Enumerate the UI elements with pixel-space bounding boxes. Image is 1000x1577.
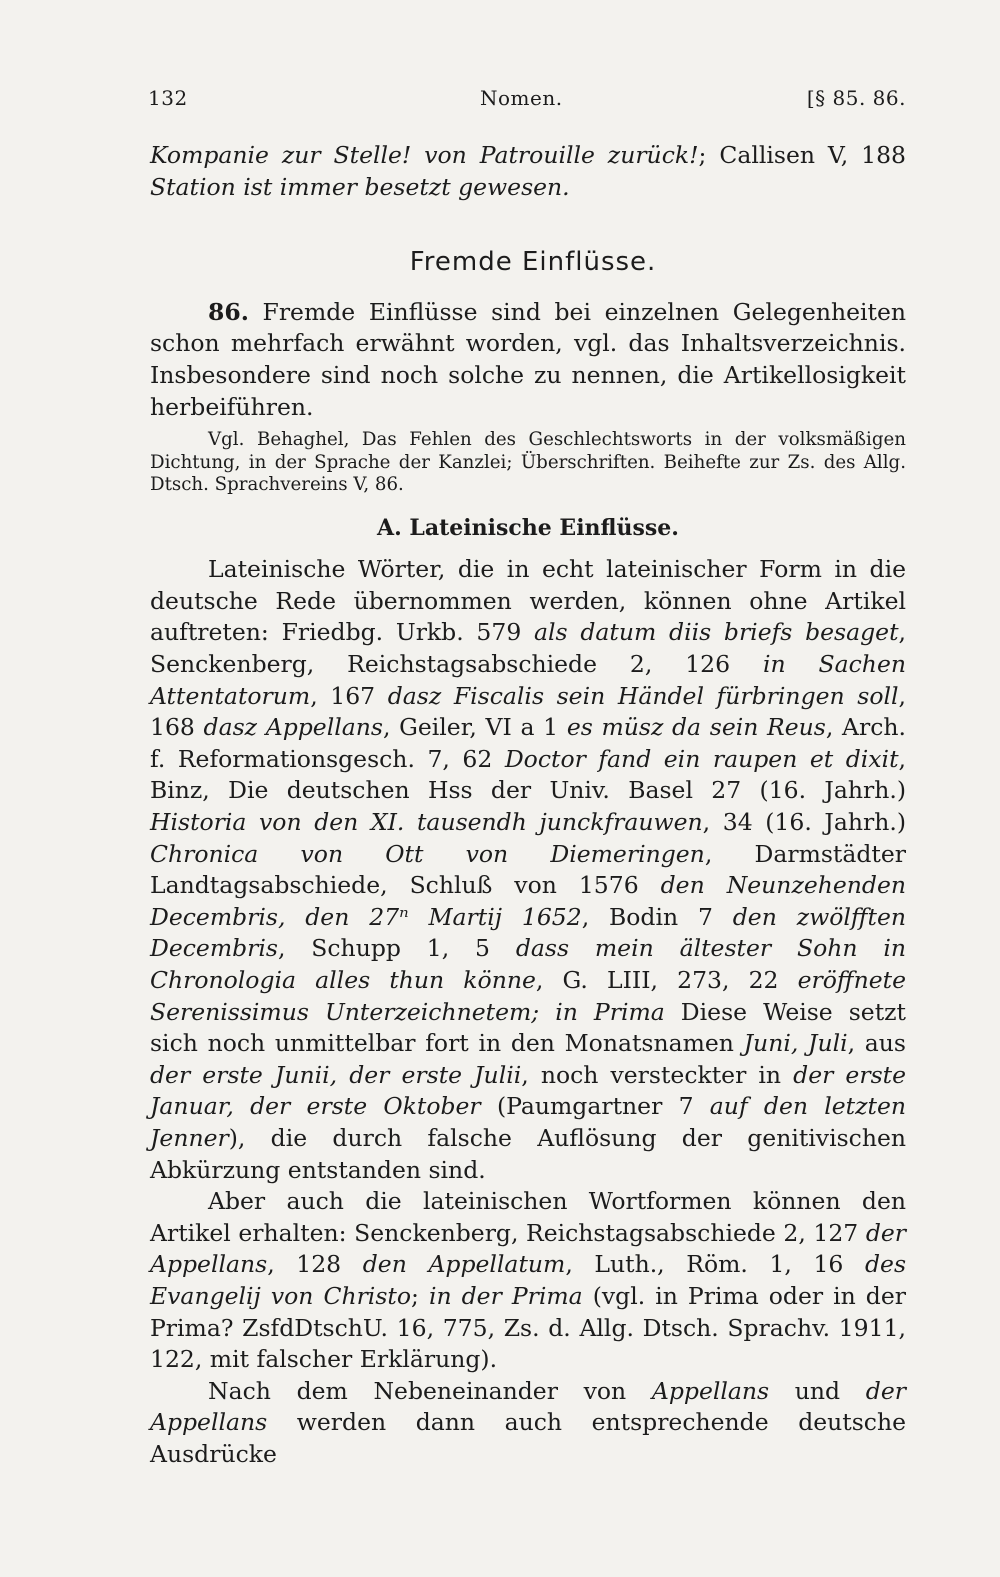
p1-example: es müsz da sein Reus [566, 713, 826, 742]
p2-text: Aber auch die lateinischen Wortformen können den Artikel erhalten: Senckenberg, Reichstagsabschiede 2, 127 [150, 1187, 906, 1247]
p2-text: ; [410, 1281, 429, 1310]
p3-text: werden dann auch entsprechende deutsche Ausdrücke [150, 1408, 906, 1468]
p3-example: Appellans [651, 1376, 770, 1405]
carryover-text: ; Callisen V, 188 [698, 141, 907, 169]
p3-example: der Appellans [150, 1376, 906, 1437]
p1-text: , Schupp 1, 5 [277, 934, 516, 963]
p1-text: ), die durch falsche Auflösung der genitivischen Abkürzung entstanden sind. [150, 1123, 906, 1184]
p1-text: Lateinische Wörter, die in echt lateinischer Form in die deutsche Rede übernommen werden, können ohne Artikel auftreten: Friedbg. Urkb. 579 [150, 555, 906, 647]
section-reference: [§ 85. 86. [806, 86, 906, 110]
p1-text: , noch versteckter in [521, 1060, 794, 1089]
p1-example: Juni, Juli [743, 1029, 848, 1058]
p1-example: als datum diis briefs besaget [534, 618, 899, 647]
p1-example: dasz Appellans [203, 713, 383, 742]
section-number: 86. [208, 297, 249, 326]
p1-example: Doctor fand ein raupen et dixit [504, 744, 899, 773]
section-heading: Fremde Einflüsse. [409, 247, 657, 278]
page-number: 132 [148, 86, 188, 110]
p1-example: auf den letzten Jenner [150, 1092, 906, 1152]
p1-example: in Sachen Attentatorum [150, 650, 906, 710]
p1-text: , Arch. f. Reformationsgesch. 7, 62 [150, 713, 906, 773]
p1-text: , Geiler, VI a 1 [382, 713, 567, 742]
p1-text: , G. LIII, 273, 22 [535, 965, 798, 994]
p1-text: , 168 [150, 681, 906, 742]
page-body [150, 140, 906, 1470]
running-title: Nomen. [480, 86, 563, 110]
latin-forms-article-paragraph [150, 1186, 906, 1376]
p1-example: Chronica von Ott von Diemeringen [150, 839, 705, 868]
p1-text: Diese Weise setzt sich noch unmittelbar fort in den Monatsnamen [150, 997, 906, 1058]
closing-paragraph [150, 1376, 906, 1471]
p2-example: des Evangelij von Christo [150, 1250, 907, 1310]
running-header [148, 86, 908, 120]
latin-words-paragraph [150, 554, 906, 1186]
p2-text: (vgl. in Prima oder in der Prima? ZsfdDtschU. 16, 775, Zs. d. Allg. Dtsch. Sprachv. 1911, 122, mit falscher Erklärung). [150, 1281, 906, 1374]
p1-text: , Binz, Die deutschen Hss der Univ. Basel 27 (16. Jahrh.) [150, 744, 906, 805]
p1-example: dasz Fiscalis sein Händel fürbringen soll [387, 681, 899, 710]
p3-text: und [769, 1376, 866, 1405]
p1-text: , aus [847, 1029, 906, 1058]
p1-example: Historia von den XI. tausendh junckfrauwen [150, 808, 703, 836]
p1-example: eröffnete Serenissimus Unterzeichnetem; in Prima [150, 965, 906, 1026]
section-86-paragraph [150, 297, 906, 423]
carryover-italic-2: Station ist immer besetzt gewesen. [150, 172, 570, 201]
p2-text: , Luth., Röm. 1, 16 [565, 1250, 865, 1279]
section-86-text: Fremde Einflüsse sind bei einzelnen Gelegenheiten schon mehrfach erwähnt worden, vgl. das Inhaltsverzeichnis. Insbesondere sind noch solche zu nennen, die Artikellosigkeit herbeiführen. [150, 297, 906, 421]
subsection-heading: A. Lateinische Einflüsse. [377, 514, 679, 541]
p1-example: den Neunzehenden Decembris, den 27ⁿ Martij 1652 [150, 871, 906, 931]
p1-text: , 34 (16. Jahrh.) [702, 808, 906, 836]
p1-example: der erste Junii, der erste Julii [150, 1060, 522, 1089]
p1-text: , Darmstädter Landtagsabschiede, Schluß von 1576 [150, 839, 906, 900]
p2-example: der Appellans [150, 1218, 906, 1279]
p1-text: , 167 [310, 681, 388, 710]
p2-example: in der Prima [428, 1281, 583, 1310]
p2-example: den Appellatum [362, 1250, 566, 1279]
carryover-paragraph [150, 140, 906, 203]
p1-example: der erste Januar, der erste Oktober [150, 1060, 906, 1121]
p2-text: , 128 [267, 1250, 363, 1279]
p1-text: , Senckenberg, Reichstagsabschiede 2, 126 [150, 618, 907, 679]
p1-example: dass mein ältester Sohn in Chronologia alles thun könne [150, 934, 906, 994]
p1-text: , Bodin 7 [581, 902, 733, 931]
carryover-italic-1: Kompanie zur Stelle! von Patrouille zurück! [150, 141, 699, 169]
p3-text: Nach dem Nebeneinander von [208, 1376, 652, 1405]
p1-text: (Paumgartner 7 [480, 1092, 710, 1121]
p1-example: den zwölfften Decembris [150, 902, 906, 963]
reference-note: Vgl. Behaghel, Das Fehlen des Geschlechtsworts in der volksmäßigen Dichtung, in der Sprache der Kanzlei; Überschriften. Beihefte zur Zs. des Allg. Dtsch. Sprachvereins V, 86. [150, 429, 906, 496]
